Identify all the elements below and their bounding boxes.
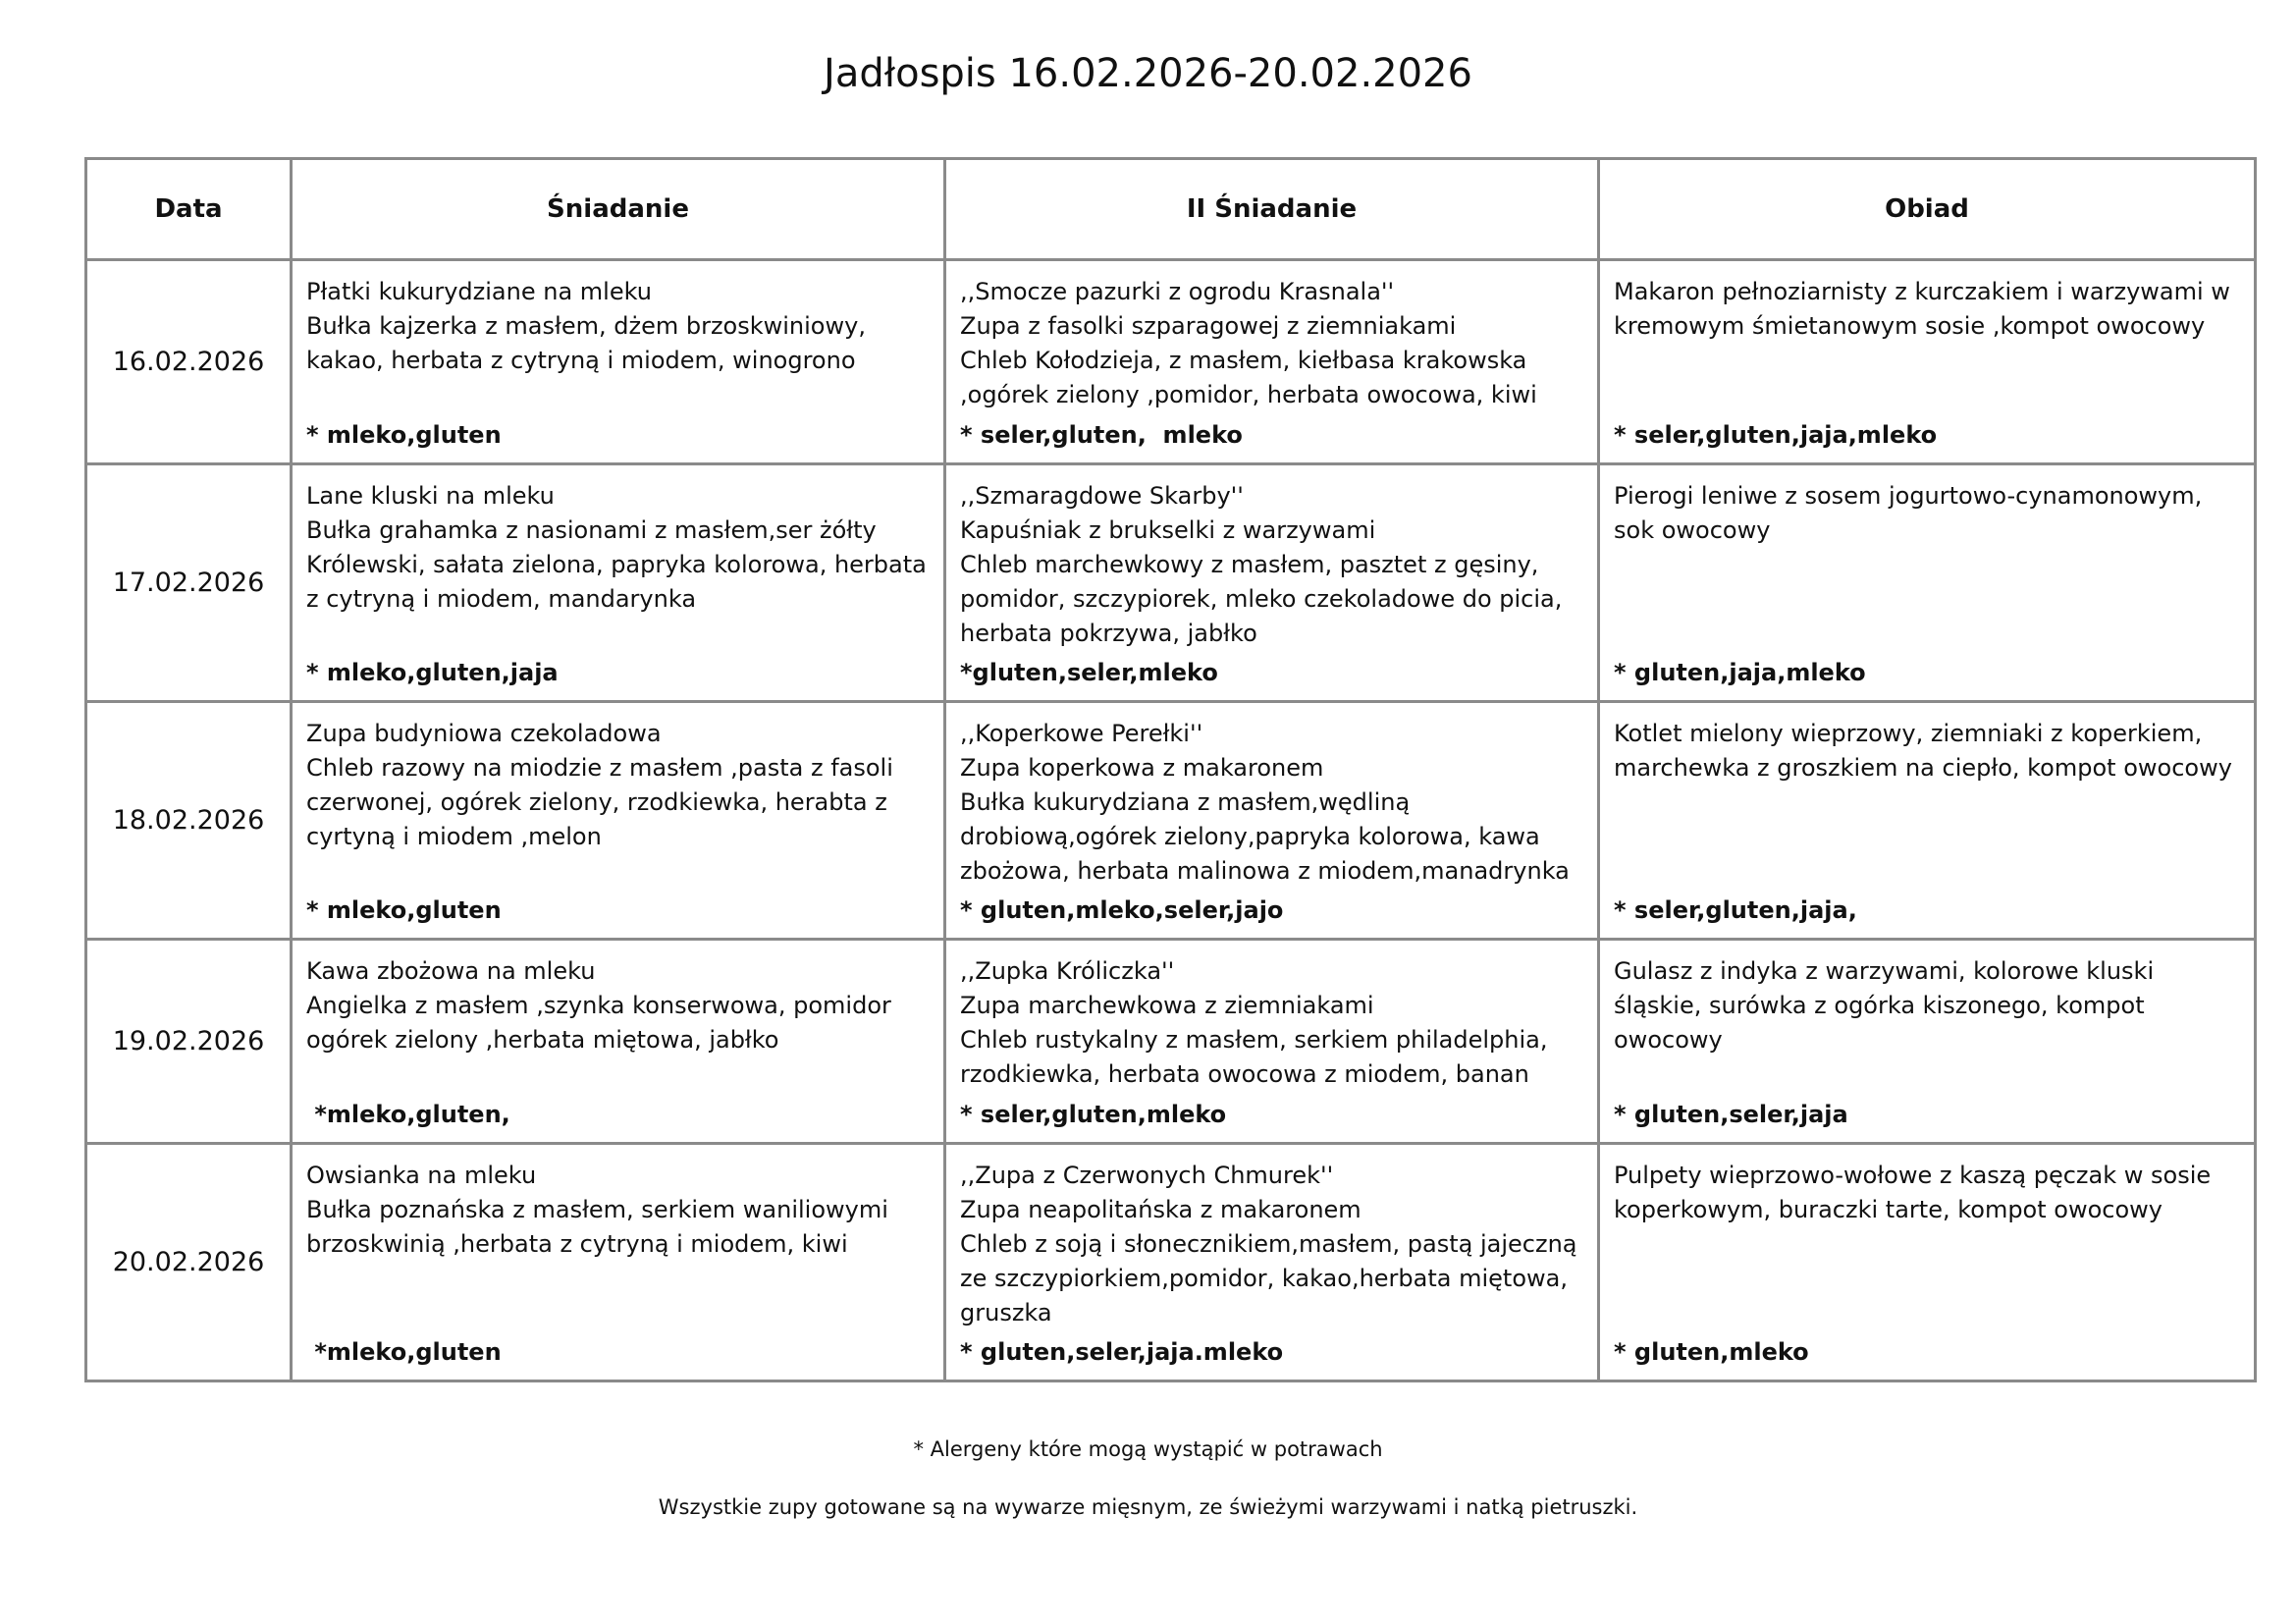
- allergens-text: * gluten,mleko: [1614, 1338, 1809, 1366]
- date-cell: 17.02.2026: [86, 464, 292, 702]
- allergen-footnote: * Alergeny które mogą wystąpić w potrawach: [913, 1437, 1383, 1461]
- table-row: [86, 702, 2256, 940]
- menu-table: [84, 157, 2257, 1382]
- second-breakfast-cell: [945, 940, 1599, 1144]
- dish-text: Owsianka na mleku Bułka poznańska z masłem, serkiem waniliowymi brzoskwinią ,herbata z cytryną i miodem, kiwi: [306, 1162, 888, 1258]
- dish-text: ,,Zupa z Czerwonych Chmurek'' Zupa neapolitańska z makaronem Chleb z soją i słonecznikiem,masłem, pastą jajeczną ze szczypiorkiem,pomidor, kakao,herbata miętowa, gruszka: [960, 1162, 1577, 1326]
- table-row: [86, 464, 2256, 702]
- dish-text: Lane kluski na mleku Bułka grahamka z nasionami z masłem,ser żółty Królewski, sałata zielona, papryka kolorowa, herbata z cytryną i miodem, mandarynka: [306, 482, 927, 613]
- dish-text: Kawa zbożowa na mleku Angielka z masłem ,szynka konserwowa, pomidor ogórek zielony ,herbata miętowa, jabłko: [306, 957, 891, 1054]
- allergens-text: * seler,gluten,jaja,mleko: [1614, 421, 1938, 449]
- page-title: Jadłospis 16.02.2026-20.02.2026: [824, 51, 1472, 96]
- dish-text: Pierogi leniwe z sosem jogurtowo-cynamonowym, sok owocowy: [1614, 482, 2203, 544]
- allergens-text: * mleko,gluten: [306, 896, 502, 924]
- second-breakfast-cell: [945, 702, 1599, 940]
- date-cell: 16.02.2026: [86, 260, 292, 464]
- breakfast-cell: [292, 702, 945, 940]
- dish-text: Pulpety wieprzowo-wołowe z kaszą pęczak w sosie koperkowym, buraczki tarte, kompot owocowy: [1614, 1162, 2212, 1223]
- dish-text: ,,Szmaragdowe Skarby'' Kapuśniak z brukselki z warzywami Chleb marchewkowy z masłem, pasztet z gęsiny, pomidor, szczypiorek, mleko czekoladowe do picia, herbata pokrzywa, jabłko: [960, 482, 1563, 647]
- breakfast-cell: [292, 260, 945, 464]
- dish-text: Kotlet mielony wieprzowy, ziemniaki z koperkiem, marchewka z groszkiem na ciepło, kompot owocowy: [1614, 720, 2232, 782]
- breakfast-cell: [292, 464, 945, 702]
- lunch-cell: [1599, 702, 2256, 940]
- dish-text: Gulasz z indyka z warzywami, kolorowe kluski śląskie, surówka z ogórka kiszonego, kompot owocowy: [1614, 957, 2155, 1054]
- breakfast-cell: [292, 1144, 945, 1381]
- allergens-text: * mleko,gluten: [306, 421, 502, 449]
- lunch-cell: [1599, 940, 2256, 1144]
- allergens-text: * gluten,mleko,seler,jajo: [960, 896, 1284, 924]
- allergens-text: * gluten,jaja,mleko: [1614, 659, 1866, 686]
- table-row: [86, 260, 2256, 464]
- dish-text: ,,Zupka Króliczka'' Zupa marchewkowa z ziemniakami Chleb rustykalny z masłem, serkiem philadelphia, rzodkiewka, herbata owocowa z miodem, banan: [960, 957, 1548, 1088]
- header-row: [86, 159, 2256, 260]
- header-date: Data: [86, 159, 292, 260]
- allergens-text: * gluten,seler,jaja.mleko: [960, 1338, 1284, 1366]
- second-breakfast-cell: [945, 260, 1599, 464]
- dish-text: Zupa budyniowa czekoladowa Chleb razowy na miodzie z masłem ,pasta z fasoli czerwonej, ogórek zielony, rzodkiewka, herabta z cyrtyną i miodem ,melon: [306, 720, 893, 850]
- second-breakfast-cell: [945, 464, 1599, 702]
- date-cell: 20.02.2026: [86, 1144, 292, 1381]
- dish-text: ,,Smocze pazurki z ogrodu Krasnala'' Zupa z fasolki szparagowej z ziemniakami Chleb Kołodzieja, z masłem, kiełbasa krakowska ,ogórek zielony ,pomidor, herbata owocowa, kiwi: [960, 278, 1537, 408]
- header-breakfast: Śniadanie: [292, 159, 945, 260]
- allergens-text: * mleko,gluten,jaja: [306, 659, 559, 686]
- allergens-text: * seler,gluten, mleko: [960, 421, 1243, 449]
- lunch-cell: [1599, 260, 2256, 464]
- table-row: [86, 940, 2256, 1144]
- dish-text: ,,Koperkowe Perełki'' Zupa koperkowa z makaronem Bułka kukurydziana z masłem,wędliną drobiową,ogórek zielony,papryka kolorowa, kawa zbożowa, herbata malinowa z miodem,manadrynka: [960, 720, 1570, 885]
- allergens-text: *gluten,seler,mleko: [960, 659, 1218, 686]
- allergens-text: *mleko,gluten: [306, 1338, 502, 1366]
- lunch-cell: [1599, 464, 2256, 702]
- allergens-text: * gluten,seler,jaja: [1614, 1101, 1848, 1128]
- date-cell: 19.02.2026: [86, 940, 292, 1144]
- second-breakfast-cell: [945, 1144, 1599, 1381]
- dish-text: Płatki kukurydziane na mleku Bułka kajzerka z masłem, dżem brzoskwiniowy, kakao, herbata z cytryną i miodem, winogrono: [306, 278, 866, 374]
- header-lunch: Obiad: [1599, 159, 2256, 260]
- allergens-text: * seler,gluten,jaja,: [1614, 896, 1857, 924]
- allergens-text: * seler,gluten,mleko: [960, 1101, 1227, 1128]
- soup-footnote: Wszystkie zupy gotowane są na wywarze mięsnym, ze świeżymi warzywami i natką pietruszki.: [658, 1495, 1638, 1519]
- allergens-text: *mleko,gluten,: [306, 1101, 510, 1128]
- table-row: [86, 1144, 2256, 1381]
- dish-text: Makaron pełnoziarnisty z kurczakiem i warzywami w kremowym śmietanowym sosie ,kompot owocowy: [1614, 278, 2230, 340]
- breakfast-cell: [292, 940, 945, 1144]
- lunch-cell: [1599, 1144, 2256, 1381]
- date-cell: 18.02.2026: [86, 702, 292, 940]
- header-second-breakfast: II Śniadanie: [945, 159, 1599, 260]
